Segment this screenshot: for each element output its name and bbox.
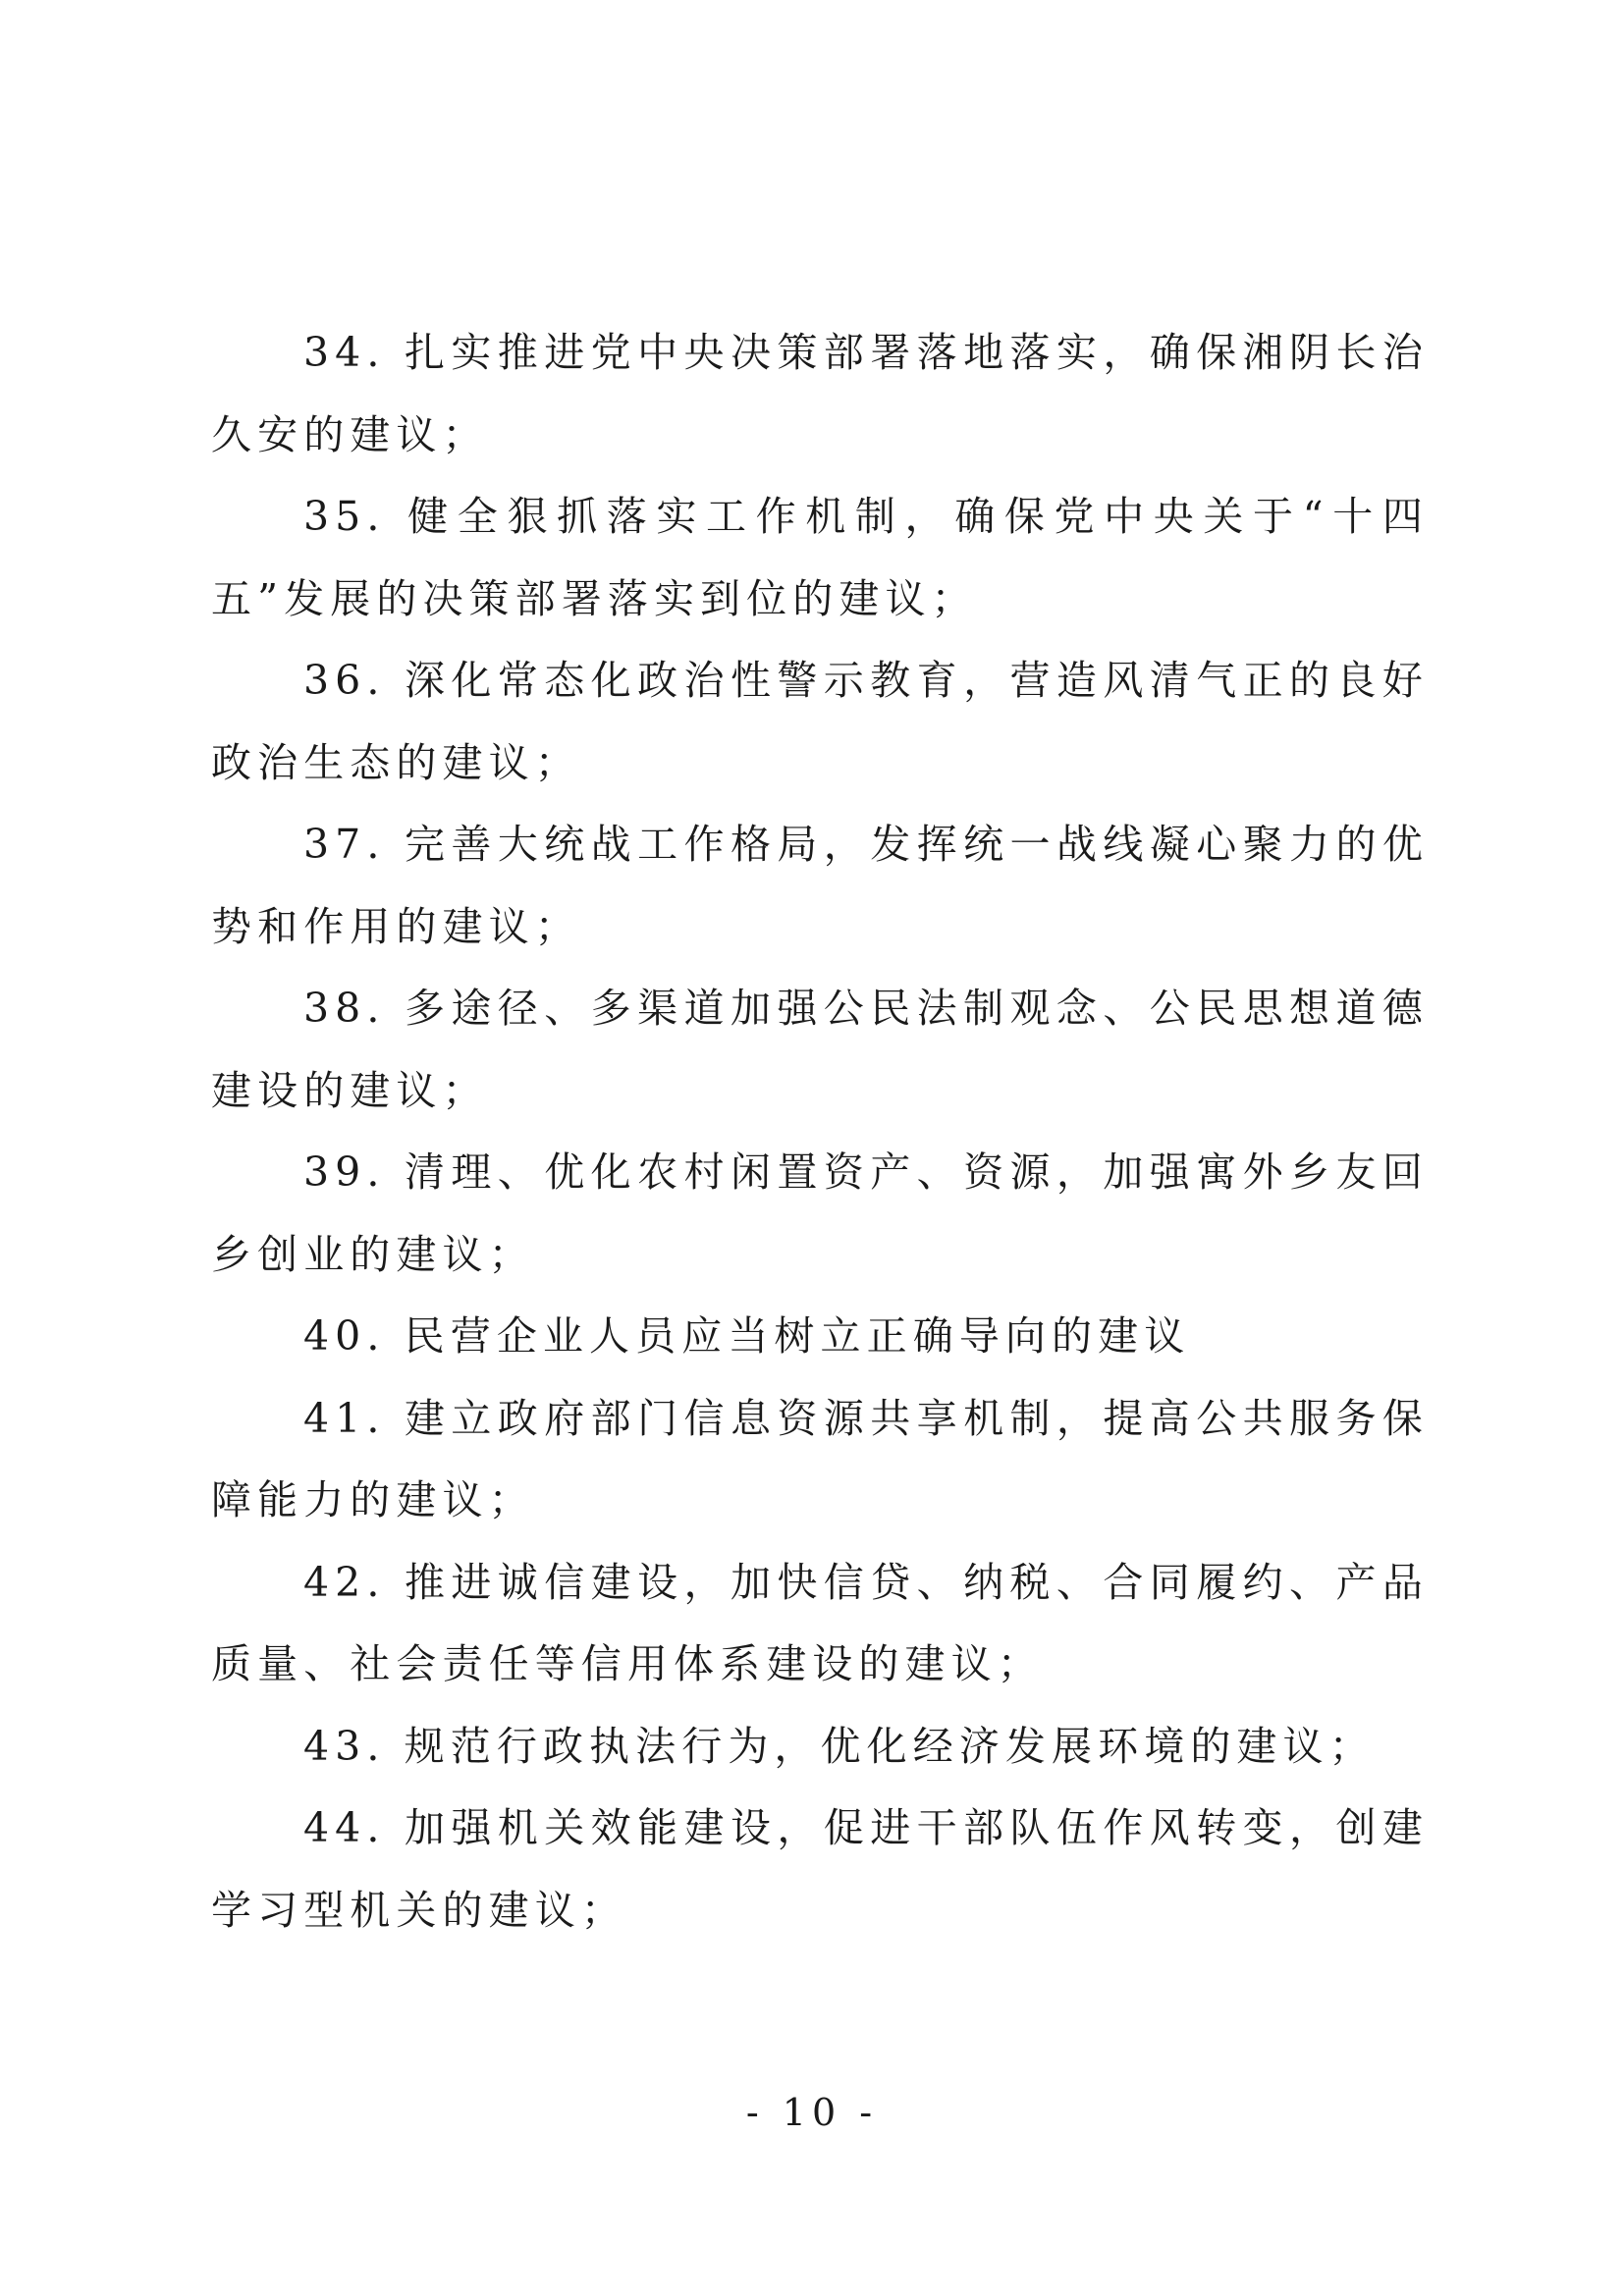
proposal-item-42: 42. 推进诚信建设，加快信贷、纳税、合同履约、产品质量、社会责任等信用体系建设的建议； [211, 1558, 1429, 1687]
proposal-item-39: 39. 清理、优化农村闲置资产、资源，加强寓外乡友回乡创业的建议； [211, 1148, 1429, 1278]
document-body [211, 312, 1429, 1951]
proposal-item-35: 35. 健全狠抓落实工作机制，确保党中央关于“十四五”发展的决策部署落实到位的建议； [211, 493, 1429, 622]
proposal-item-40: 40. 民营企业人员应当树立正确导向的建议 [303, 1312, 1191, 1360]
page-number: - 10 - [745, 2091, 879, 2134]
proposal-item-36: 36. 深化常态化政治性警示教育，营造风清气正的良好政治生态的建议； [211, 657, 1429, 786]
proposal-item-41: 41. 建立政府部门信息资源共享机制，提高公共服务保障能力的建议； [211, 1394, 1429, 1523]
proposal-item-44: 44. 加强机关效能建设，促进干部队伍作风转变，创建学习型机关的建议； [211, 1804, 1429, 1934]
proposal-item-37: 37. 完善大统战工作格局，发挥统一战线凝心聚力的优势和作用的建议； [211, 821, 1429, 950]
proposal-item-38: 38. 多途径、多渠道加强公民法制观念、公民思想道德建设的建议； [211, 985, 1429, 1114]
proposal-item-34: 34. 扎实推进党中央决策部署落地落实，确保湘阴长治久安的建议； [211, 329, 1429, 458]
proposal-item-43: 43. 规范行政执法行为，优化经济发展环境的建议； [303, 1722, 1376, 1770]
